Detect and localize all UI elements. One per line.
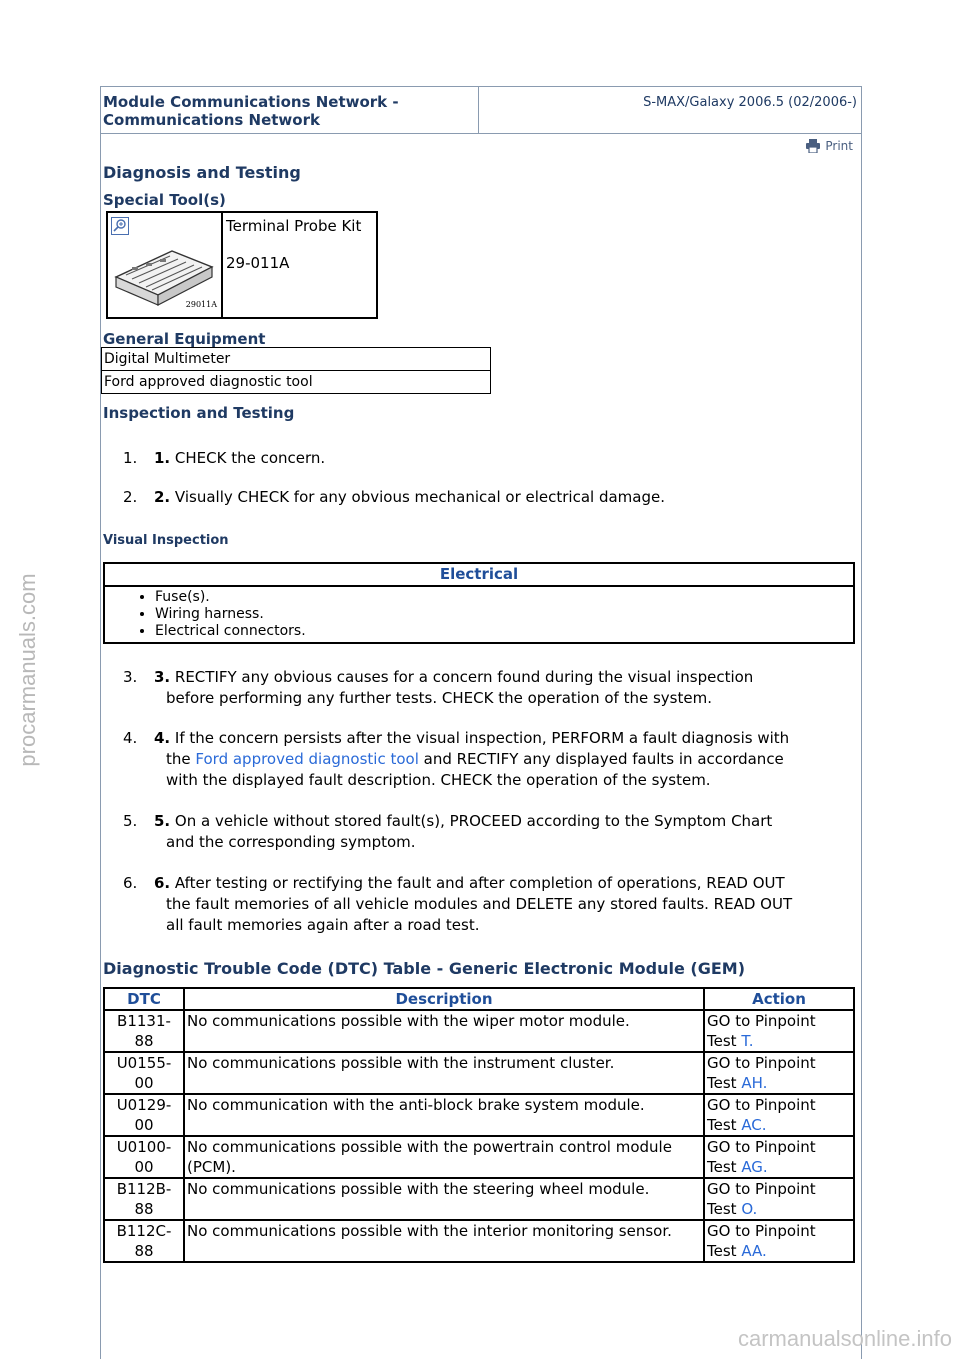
column-header-description: Description bbox=[184, 988, 704, 1010]
equipment-table bbox=[101, 347, 491, 394]
pinpoint-test-link[interactable]: AC. bbox=[741, 1116, 767, 1134]
diagnosis-title: Diagnosis and Testing bbox=[103, 163, 301, 182]
step-4: 4. 4. If the concern persists after the visual inspection, PERFORM a fault diagnosis with the Ford approved diagnostic tool and RECTIFY any displayed faults in accordance with the displayed fault description. CHECK the operation of the system. bbox=[123, 729, 790, 789]
tool-image[interactable] bbox=[108, 213, 223, 317]
table-row: B1131- 88 No communications possible with the wiper motor module. GO to Pinpoint Test T. bbox=[104, 1010, 854, 1052]
table-row: U0100- 00 No communications possible with the powertrain control module (PCM). GO to Pinpoint Test AG. bbox=[104, 1136, 854, 1178]
step-6: 6. 6. After testing or rectifying the fault and after completion of operations, READ OUT the fault memories of all vehicle modules and DELETE any stored faults. READ OUT all fault memories again after a road test. bbox=[123, 874, 793, 934]
diagnostic-tool-link[interactable]: Ford approved diagnostic tool bbox=[195, 750, 419, 768]
table-row: B112C- 88 No communications possible with the interior monitoring sensor. GO to Pinpoint Test AA. bbox=[104, 1220, 854, 1262]
bottom-watermark: carmanualsonline.info bbox=[737, 1326, 952, 1351]
step-2: 2. 2. Visually CHECK for any obvious mechanical or electrical damage. bbox=[123, 488, 666, 506]
page-header bbox=[101, 87, 861, 134]
special-tool-table bbox=[106, 211, 378, 319]
step-3: 3. 3. RECTIFY any obvious causes for a concern found during the visual inspection before performing any further tests. CHECK the operation of the system. bbox=[123, 668, 754, 707]
tool-image-caption: 29011A bbox=[185, 300, 217, 309]
side-watermark: procarmanuals.com bbox=[15, 573, 40, 767]
column-header-dtc: DTC bbox=[104, 988, 184, 1010]
equipment-item: Digital Multimeter bbox=[102, 348, 491, 371]
pinpoint-test-link[interactable]: T. bbox=[741, 1032, 754, 1050]
table-row: U0155- 00 No communications possible with the instrument cluster. GO to Pinpoint Test AH. bbox=[104, 1052, 854, 1094]
column-header-action: Action bbox=[704, 988, 854, 1010]
list-item: • Fuse(s). bbox=[155, 589, 853, 606]
step-5: 5. 5. On a vehicle without stored fault(s), PROCEED according to the Symptom Chart and the corresponding symptom. bbox=[123, 812, 773, 851]
visual-inspection-table bbox=[103, 562, 855, 644]
print-button[interactable] bbox=[805, 139, 853, 153]
table-row: B112B- 88 No communications possible with the steering wheel module. GO to Pinpoint Test O. bbox=[104, 1178, 854, 1220]
electrical-list bbox=[105, 589, 853, 640]
equipment-item: Ford approved diagnostic tool bbox=[102, 371, 491, 394]
page-title: Module Communications Network - Communications Network bbox=[101, 87, 479, 133]
tool-number: 29-011A bbox=[226, 254, 290, 272]
special-tools-heading: Special Tool(s) bbox=[103, 191, 226, 209]
pinpoint-test-link[interactable]: AA. bbox=[741, 1242, 767, 1260]
visual-inspection-label: Visual Inspection bbox=[103, 533, 229, 548]
model-label: S-MAX/Galaxy 2006.5 (02/2006-) bbox=[643, 95, 857, 110]
pinpoint-test-link[interactable]: AG. bbox=[741, 1158, 768, 1176]
printer-icon bbox=[805, 139, 821, 153]
pinpoint-test-link[interactable]: AH. bbox=[741, 1074, 768, 1092]
step-1: 1. 1. CHECK the concern. bbox=[123, 449, 326, 467]
table-row: U0129- 00 No communication with the anti-block brake system module. GO to Pinpoint Test AC. bbox=[104, 1094, 854, 1136]
tool-name: Terminal Probe Kit bbox=[226, 217, 362, 235]
print-label: Print bbox=[825, 139, 853, 153]
pinpoint-test-link[interactable]: O. bbox=[741, 1200, 758, 1218]
dtc-table-title: Diagnostic Trouble Code (DTC) Table - Generic Electronic Module (GEM) bbox=[103, 959, 745, 978]
electrical-header: Electrical bbox=[105, 564, 853, 587]
inspection-heading: Inspection and Testing bbox=[103, 404, 295, 422]
zoom-icon[interactable] bbox=[111, 217, 129, 235]
tool-description bbox=[223, 213, 376, 317]
general-equipment-heading: General Equipment bbox=[103, 330, 266, 348]
manual-page bbox=[100, 86, 862, 1359]
dtc-table bbox=[103, 987, 855, 1263]
list-item: • Electrical connectors. bbox=[155, 623, 853, 640]
list-item: • Wiring harness. bbox=[155, 606, 853, 623]
